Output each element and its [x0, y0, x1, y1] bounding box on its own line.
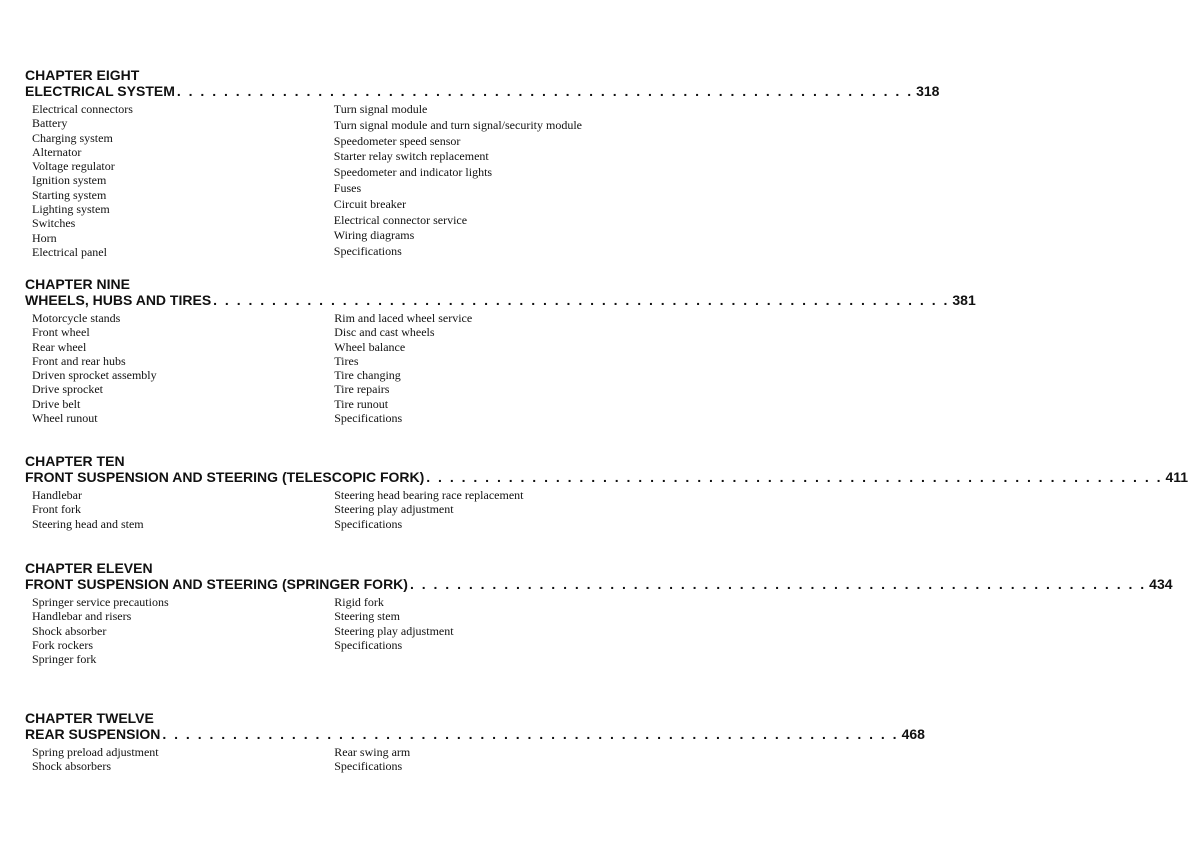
chapter-title-row	[25, 292, 976, 308]
dot-leader: . . . . . . . . . . . . . . . . . . . . . . . . . . . . . . . . . . . . . . . . . . . . . . . . . . . . . . . . . . . . . . .	[176, 83, 914, 99]
topic-item: Fork rockers	[32, 637, 93, 652]
chapter-number: CHAPTER TEN	[25, 453, 125, 469]
chapter-page-number: 381	[952, 292, 976, 308]
topic-item: Disc and cast wheels	[334, 325, 435, 340]
topic-item: Front and rear hubs	[32, 353, 126, 368]
chapter-eight	[25, 67, 940, 260]
topic-item: Springer fork	[32, 652, 97, 667]
chapter-number: CHAPTER NINE	[25, 276, 131, 292]
chapter-page-number: 411	[1165, 469, 1188, 485]
topic-item: Front wheel	[32, 325, 90, 340]
topic-item: Wheel runout	[32, 411, 98, 426]
chapter-ten	[25, 453, 1188, 531]
topic-list-left	[32, 488, 334, 531]
topic-list-right	[334, 745, 582, 774]
topic-item: Driven sprocket assembly	[32, 368, 157, 383]
topic-item: Handlebar and risers	[32, 609, 132, 624]
chapter-nine	[25, 276, 976, 426]
topic-item: Specifications	[334, 637, 403, 652]
topic-item: Starting system	[32, 187, 107, 202]
topic-columns	[25, 488, 582, 531]
topic-list-left	[32, 102, 334, 260]
topic-list-right	[334, 102, 582, 260]
topic-item: Tires	[334, 353, 359, 368]
chapter-page-number: 468	[901, 726, 925, 742]
chapter-title: FRONT SUSPENSION AND STEERING (SPRINGER FORK)	[25, 576, 408, 592]
chapter-title-row	[25, 469, 1188, 485]
topic-item: Lighting system	[32, 202, 110, 217]
topic-item: Motorcycle stands	[32, 311, 121, 325]
chapter-page-number: 434	[1149, 576, 1173, 592]
topic-item: Speedometer speed sensor	[333, 133, 461, 148]
topic-list-left	[32, 595, 334, 666]
chapter-title: WHEELS, HUBS AND TIRES	[25, 292, 212, 308]
topic-item: Fuses	[333, 180, 362, 195]
dot-leader: . . . . . . . . . . . . . . . . . . . . . . . . . . . . . . . . . . . . . . . . . . . . . . . . . . . . . . . . . . . . . . .	[162, 726, 899, 742]
topic-columns	[25, 745, 582, 774]
topic-list-right	[334, 595, 582, 666]
chapter-title: ELECTRICAL SYSTEM	[25, 83, 175, 99]
topic-item: Shock absorber	[32, 623, 107, 638]
topic-item: Charging system	[32, 130, 113, 145]
topic-item: Voltage regulator	[32, 159, 115, 174]
topic-list-right	[334, 311, 582, 425]
chapter-number: CHAPTER EIGHT	[25, 67, 140, 83]
topic-item: Turn signal module and turn signal/security module	[333, 117, 582, 132]
topic-item: Alternator	[32, 144, 82, 159]
chapter-title: REAR SUSPENSION	[25, 726, 161, 742]
topic-item: Battery	[32, 116, 68, 131]
topic-item: Specifications	[333, 244, 402, 259]
topic-list-left	[32, 745, 334, 774]
topic-item: Rear wheel	[32, 339, 87, 354]
topic-item: Ignition system	[32, 173, 107, 188]
dot-leader: . . . . . . . . . . . . . . . . . . . . . . . . . . . . . . . . . . . . . . . . . . . . . . . . . . . . . . . . . . . . . . .	[426, 469, 1163, 485]
topic-item: Drive belt	[32, 396, 81, 411]
topic-item: Rim and laced wheel service	[334, 311, 473, 325]
dot-leader: . . . . . . . . . . . . . . . . . . . . . . . . . . . . . . . . . . . . . . . . . . . . . . . . . . . . . . . . . . . . . . .	[409, 576, 1147, 592]
chapter-title: FRONT SUSPENSION AND STEERING (TELESCOPIC FORK)	[25, 469, 425, 485]
topic-item: Drive sprocket	[32, 382, 103, 397]
topic-item: Electrical connector service	[333, 212, 468, 227]
topic-columns	[25, 102, 582, 260]
topic-item: Electrical connectors	[32, 102, 133, 116]
topic-item: Tire changing	[334, 368, 401, 383]
topic-item: Rear swing arm	[334, 745, 411, 759]
topic-item: Shock absorbers	[32, 759, 111, 774]
topic-item: Steering play adjustment	[334, 623, 454, 638]
topic-item: Turn signal module	[333, 102, 428, 116]
topic-item: Spring preload adjustment	[32, 745, 159, 759]
chapter-page-number: 318	[916, 83, 940, 99]
topic-item: Steering head bearing race replacement	[334, 488, 524, 502]
topic-item: Wheel balance	[334, 339, 406, 354]
topic-item: Horn	[32, 230, 57, 245]
chapter-title-row	[25, 576, 1173, 592]
topic-item: Steering head and stem	[32, 516, 144, 531]
topic-item: Springer service precautions	[32, 595, 169, 609]
topic-columns	[25, 595, 582, 666]
topic-item: Circuit breaker	[333, 196, 407, 211]
topic-list-left	[32, 311, 334, 425]
chapter-number: CHAPTER ELEVEN	[25, 560, 153, 576]
topic-item: Rigid fork	[334, 595, 384, 609]
topic-item: Specifications	[334, 411, 403, 426]
dot-leader: . . . . . . . . . . . . . . . . . . . . . . . . . . . . . . . . . . . . . . . . . . . . . . . . . . . . . . . . . . . . . . .	[213, 292, 950, 308]
topic-item: Electrical panel	[32, 244, 107, 259]
topic-list-right	[334, 488, 582, 531]
topic-item: Steering stem	[334, 609, 400, 624]
topic-item: Switches	[32, 216, 76, 231]
chapter-number: CHAPTER TWELVE	[25, 710, 154, 726]
topic-item: Tire repairs	[334, 382, 390, 397]
chapter-title-row	[25, 726, 925, 742]
topic-columns	[25, 311, 582, 425]
topic-item: Specifications	[334, 759, 403, 774]
topic-item: Starter relay switch replacement	[333, 149, 489, 164]
chapter-eleven	[25, 560, 1173, 667]
chapter-twelve	[25, 710, 925, 774]
topic-item: Handlebar	[32, 488, 82, 502]
topic-item: Front fork	[32, 502, 81, 517]
topic-item: Steering play adjustment	[334, 502, 454, 517]
chapter-title-row	[25, 83, 940, 99]
topic-item: Tire runout	[334, 396, 389, 411]
topic-item: Wiring diagrams	[333, 228, 415, 243]
topic-item: Speedometer and indicator lights	[333, 165, 493, 180]
topic-item: Specifications	[334, 516, 403, 531]
